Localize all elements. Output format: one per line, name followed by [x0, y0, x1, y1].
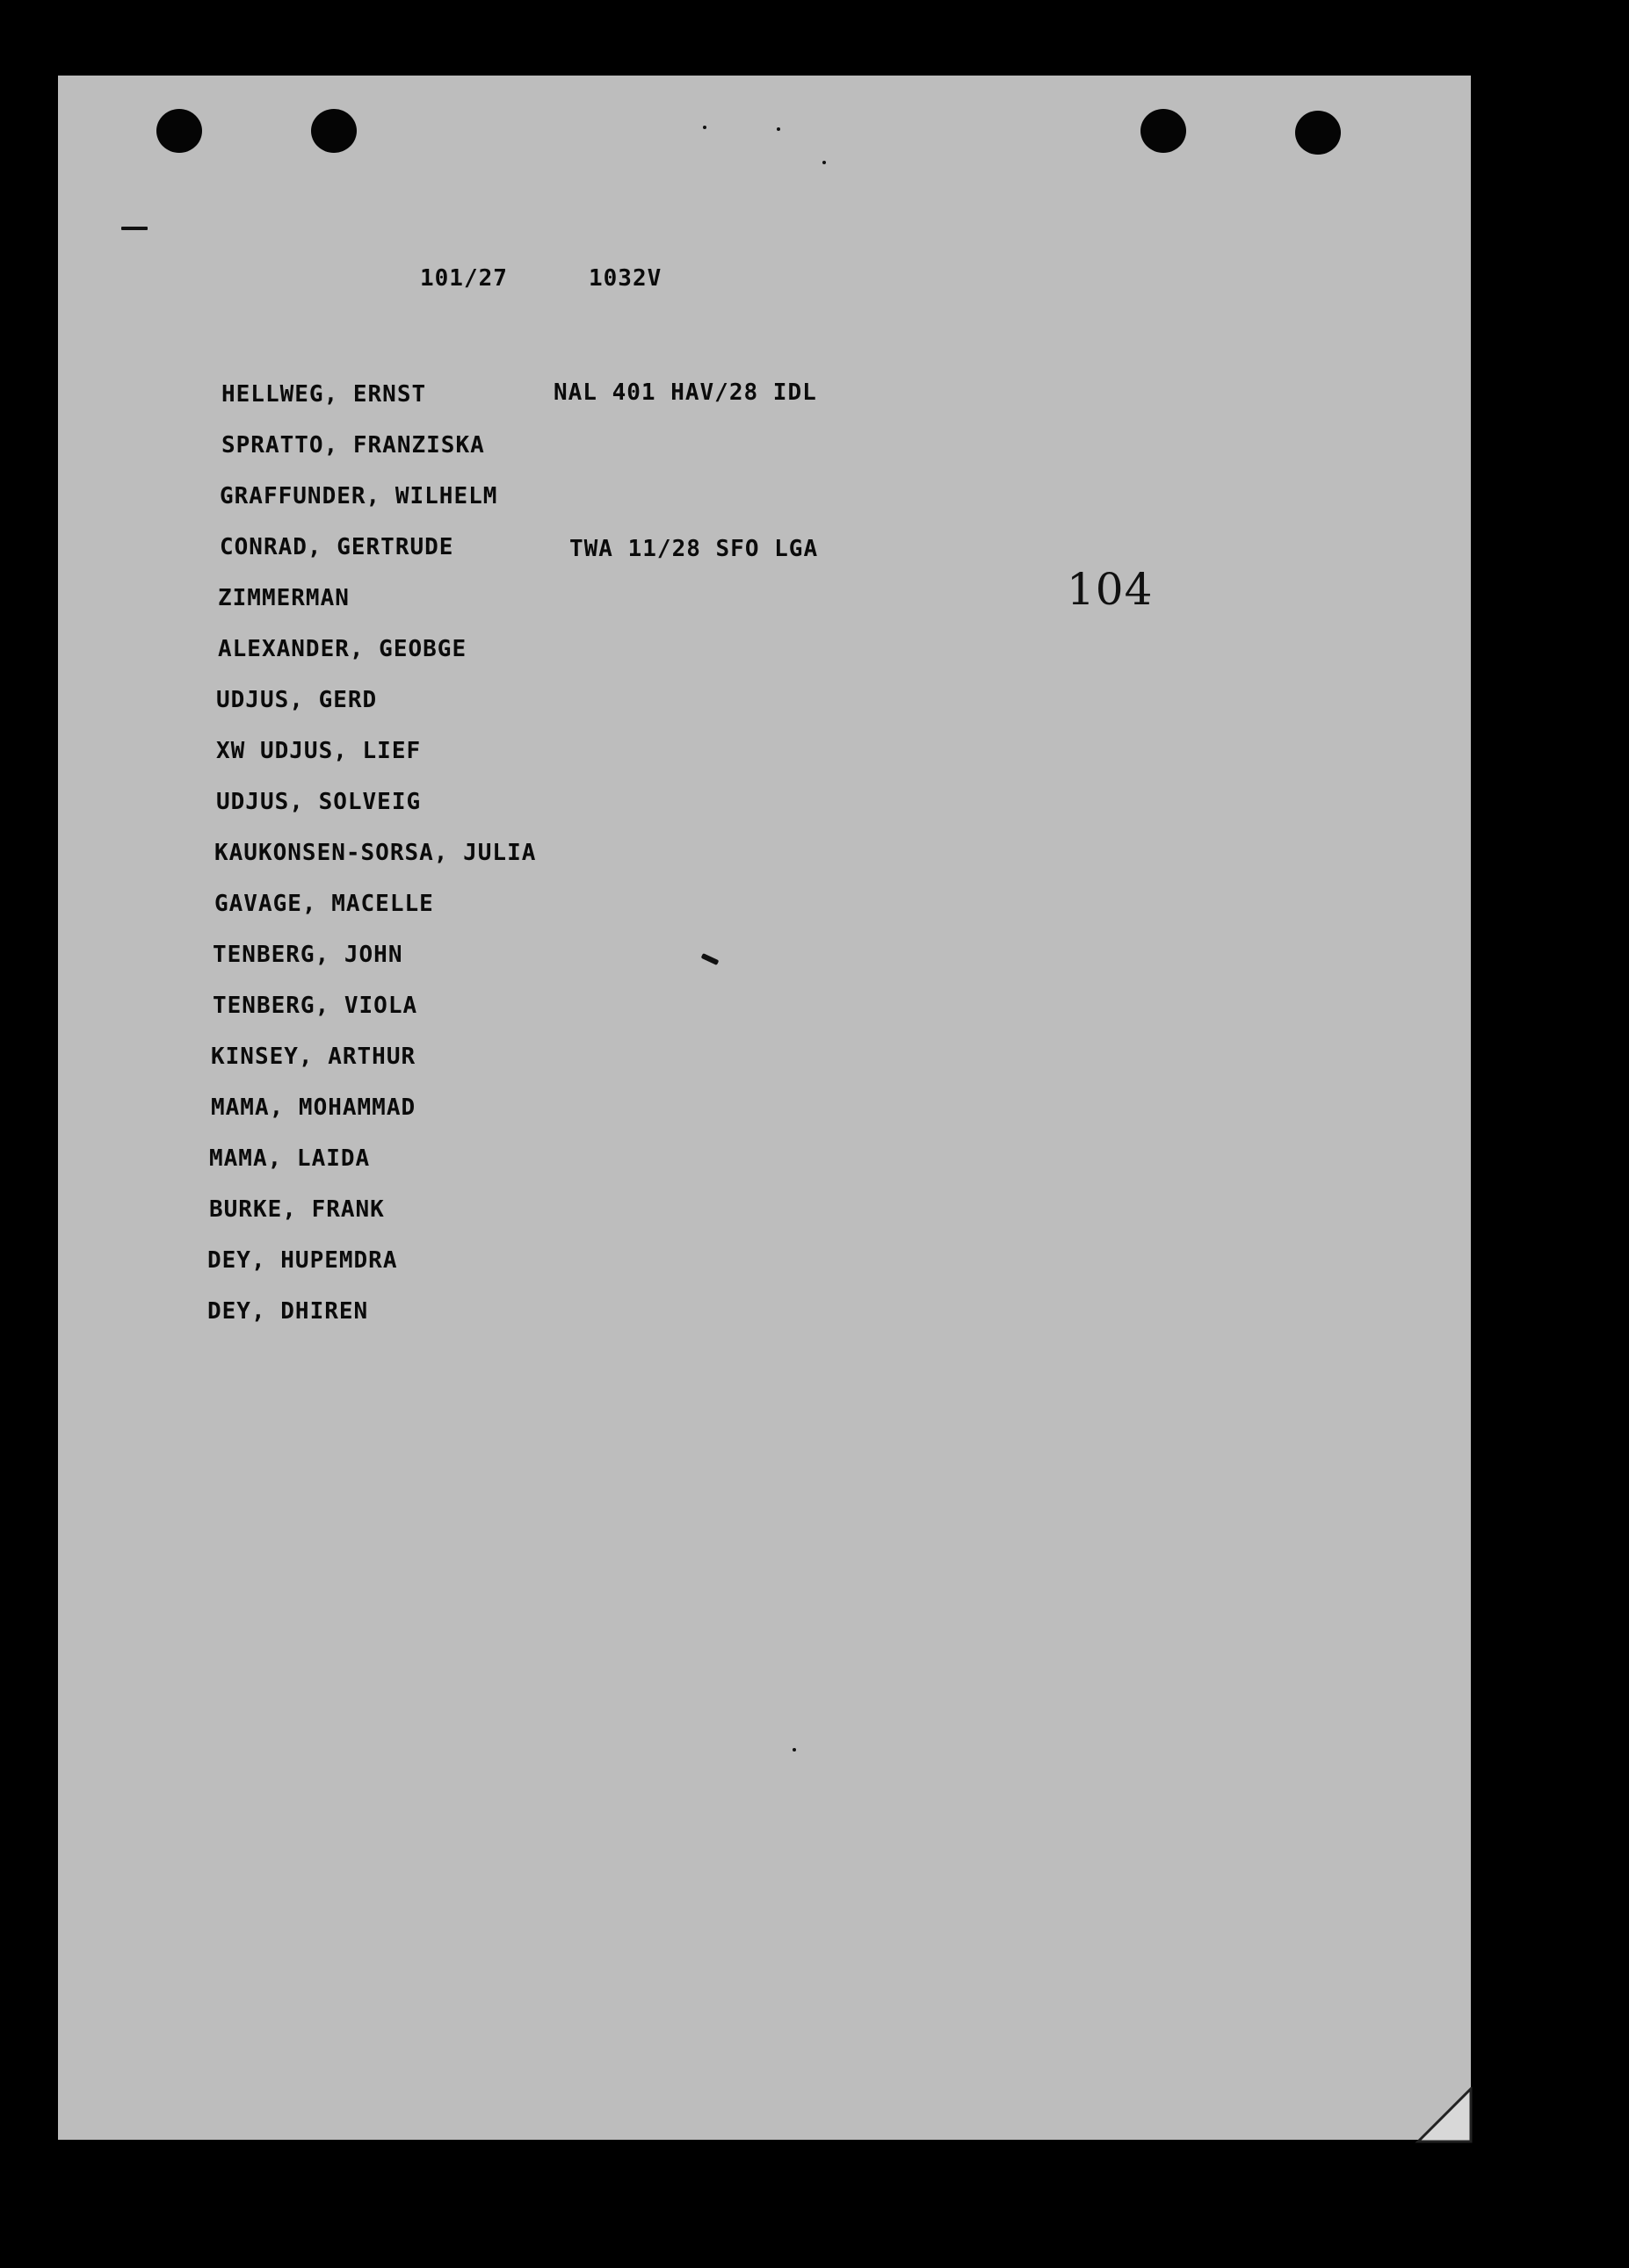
- name-entry: SPRATTO, FRANZISKA: [221, 432, 485, 459]
- punch-hole-icon: [156, 109, 202, 153]
- name-entry: KINSEY, ARTHUR: [211, 1044, 416, 1070]
- name-entry: BURKE, FRANK: [209, 1196, 385, 1223]
- name-entry: TENBERG, VIOLA: [213, 993, 418, 1019]
- paper-speck: [793, 1748, 796, 1752]
- name-entry: HELLWEG, ERNST: [221, 381, 427, 408]
- header-reference-left: 101/27: [420, 265, 508, 292]
- name-entry: ALEXANDER, GEOBGE: [218, 636, 467, 662]
- punch-hole-icon: [311, 109, 357, 153]
- folded-corner-icon: [1406, 2087, 1476, 2149]
- punch-hole-icon: [1295, 111, 1341, 155]
- name-entry: MAMA, LAIDA: [209, 1145, 371, 1172]
- name-entry: XW UDJUS, LIEF: [216, 738, 422, 764]
- paper-speck: [121, 227, 148, 230]
- name-entry: TENBERG, JOHN: [213, 942, 403, 968]
- name-entry: KAUKONSEN-SORSA, JULIA: [214, 840, 537, 866]
- name-entry: MAMA, MOHAMMAD: [211, 1094, 416, 1121]
- page-stamp-number: 104: [1067, 564, 1154, 615]
- header-reference-right: 1032V: [589, 265, 662, 292]
- paper-speck: [777, 127, 780, 131]
- name-entry: ZIMMERMAN: [218, 585, 350, 611]
- flight-note: NAL 401 HAV/28 IDL: [554, 379, 817, 406]
- name-entry: CONRAD, GERTRUDE: [220, 534, 454, 560]
- name-entry: DEY, DHIREN: [207, 1298, 369, 1325]
- punch-hole-icon: [1140, 109, 1186, 153]
- paper-speck: [703, 126, 706, 129]
- name-entry: UDJUS, GERD: [216, 687, 378, 713]
- name-entry: UDJUS, SOLVEIG: [216, 789, 422, 815]
- name-entry: GRAFFUNDER, WILHELM: [220, 483, 498, 509]
- flight-note: TWA 11/28 SFO LGA: [569, 536, 819, 562]
- paper-speck: [822, 161, 826, 164]
- document-sheet: [58, 76, 1471, 2140]
- name-entry: DEY, HUPEMDRA: [207, 1247, 398, 1274]
- name-entry: GAVAGE, MACELLE: [214, 891, 434, 917]
- paper-speck: [701, 953, 720, 965]
